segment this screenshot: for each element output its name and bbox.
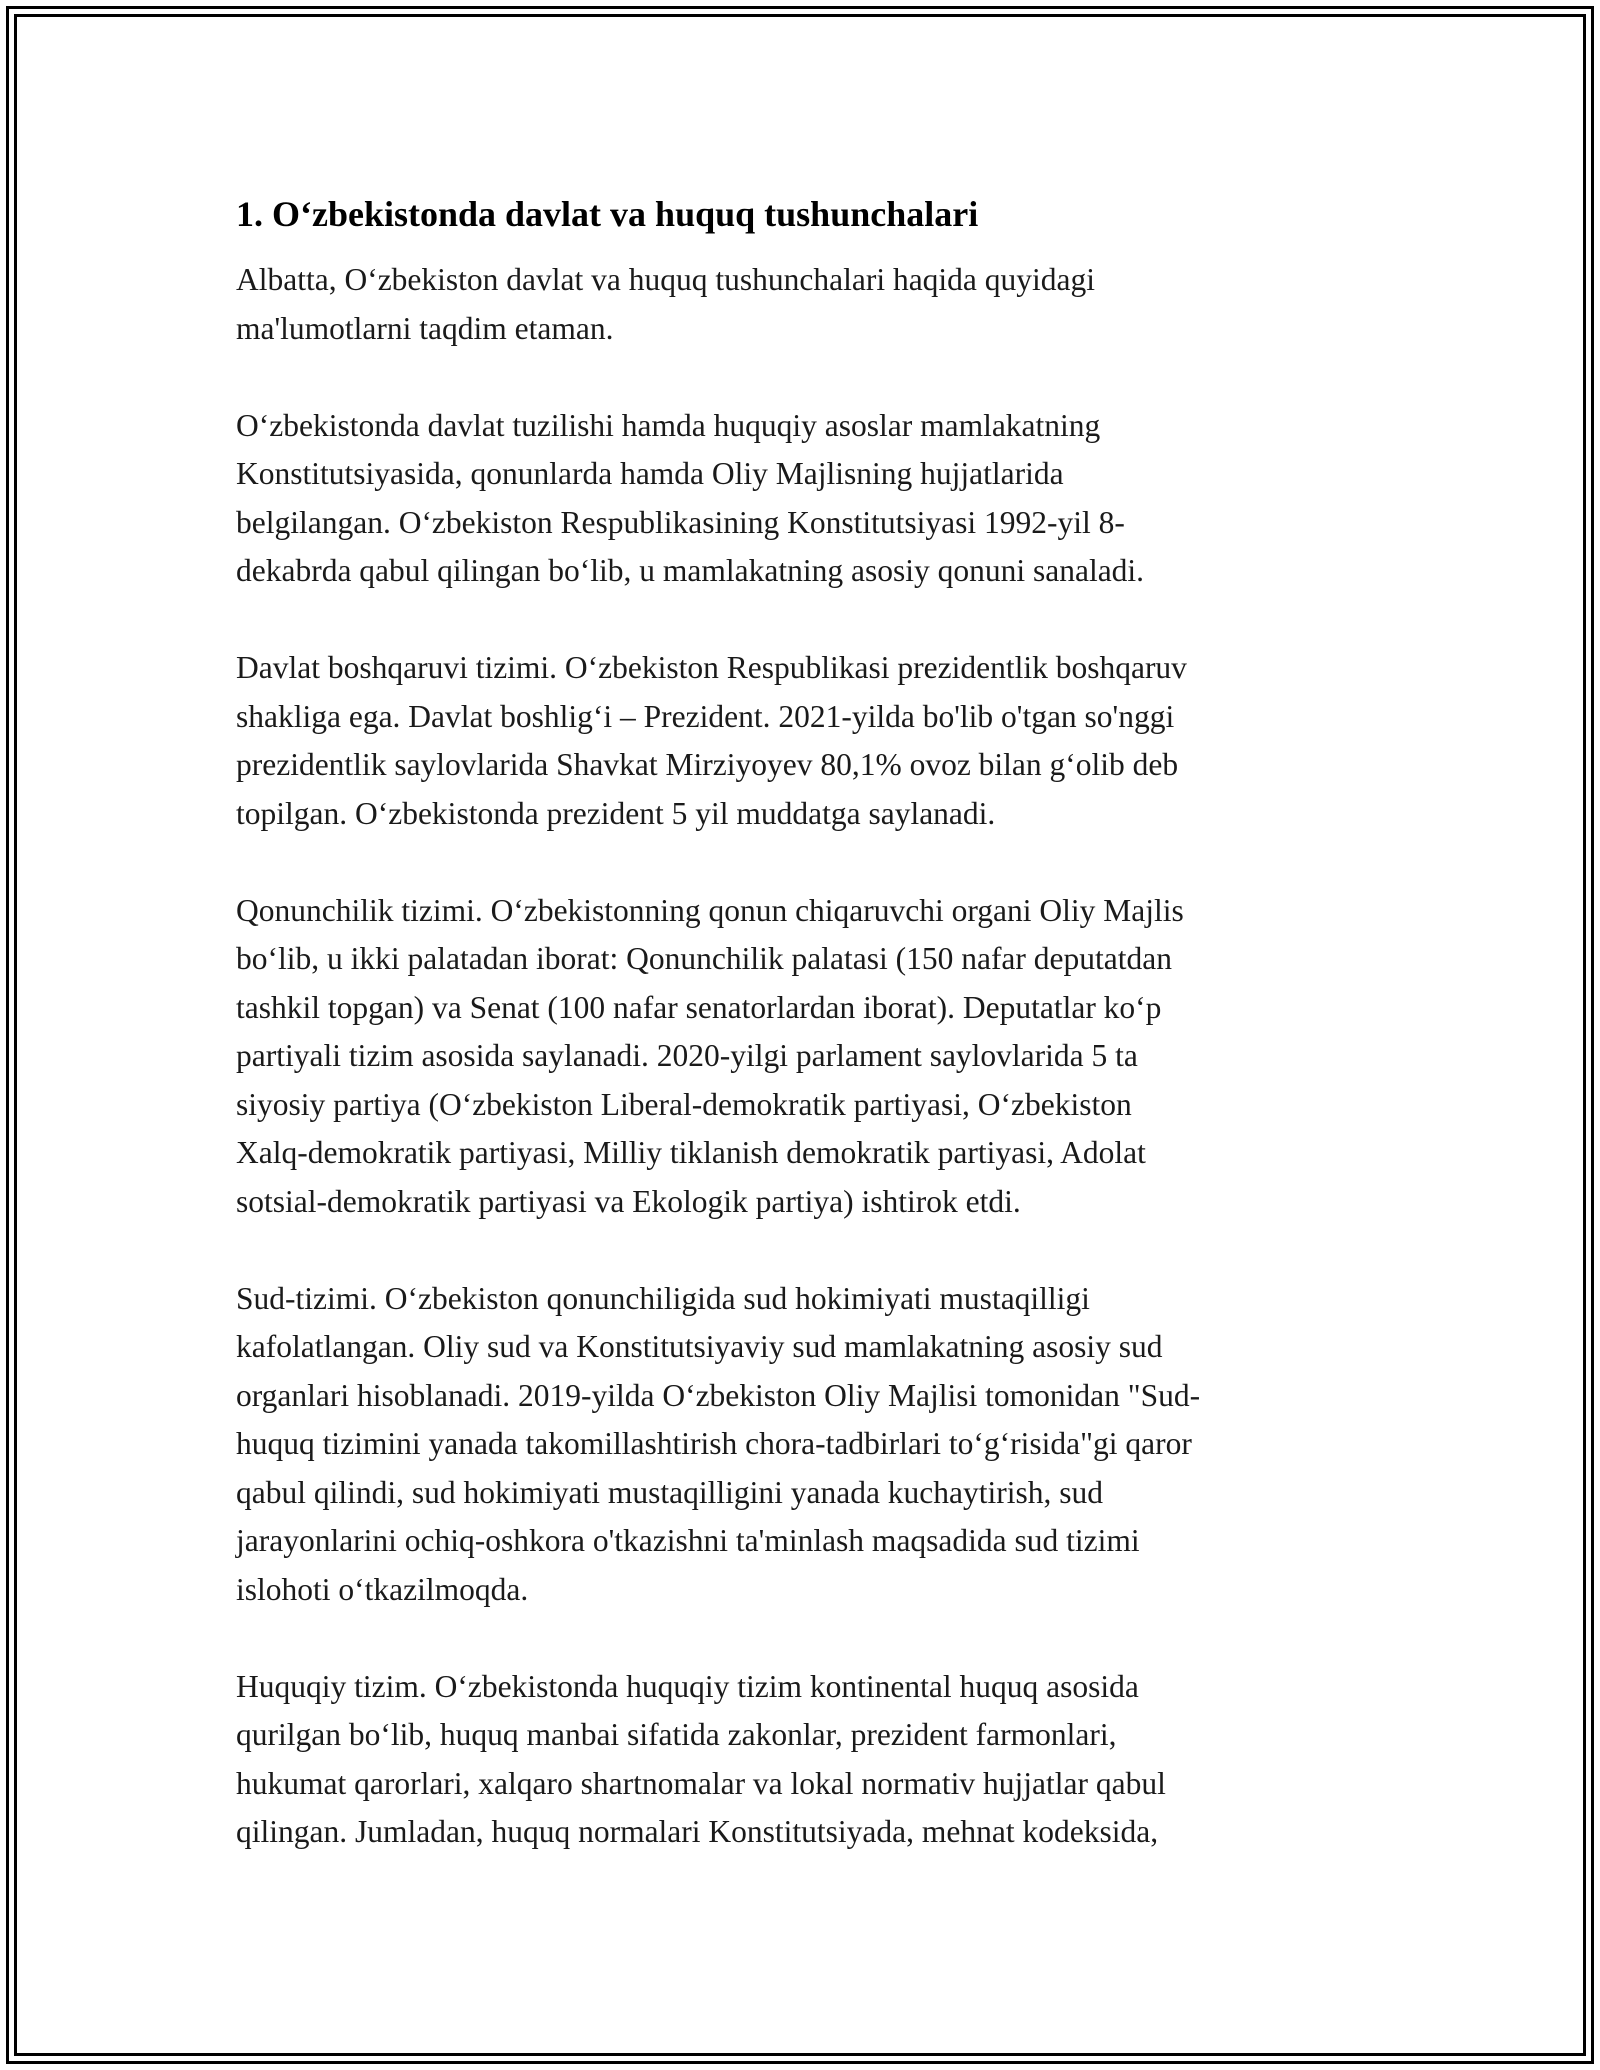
- paragraph: [236, 256, 1366, 353]
- text-line: huquq tizimini yanada takomillashtirish chora-tadbirlari to‘g‘risida"gi qaror: [236, 1426, 1192, 1461]
- section-heading: 1. O‘zbekistonda davlat va huquq tushunchalari: [236, 194, 979, 234]
- text-line: islohoti o‘tkazilmoqda.: [236, 1571, 529, 1607]
- text-line: Huquqiy tizim. O‘zbekistonda huquqiy tizim kontinental huquq asosida: [236, 1668, 1139, 1704]
- text-line: bo‘lib, u ikki palatadan iborat: Qonunchilik palatasi (150 nafar deputatdan: [236, 941, 1172, 976]
- text-line: hukumat qarorlari, xalqaro shartnomalar va lokal normativ hujjatlar qabul: [236, 1765, 1166, 1801]
- text-line: prezidentlik saylovlarida Shavkat Mirziyoyev 80,1% ovoz bilan g‘olib deb: [236, 747, 1179, 782]
- text-line: Xalq-demokratik partiyasi, Milliy tiklanish demokratik partiyasi, Adolat: [236, 1135, 1146, 1170]
- text-line: tashkil topgan) va Senat (100 nafar senatorlardan iborat). Deputatlar ko‘p: [236, 989, 1162, 1025]
- text-line: Konstitutsiyasida, qonunlarda hamda Oliy Majlisning hujjatlarida: [236, 456, 1064, 491]
- text-line: topilgan. O‘zbekistonda prezident 5 yil muddatga saylanadi.: [236, 795, 996, 831]
- document-body: [236, 190, 1366, 1905]
- text-line: Albatta, O‘zbekiston davlat va huquq tushunchalari haqida quyidagi: [236, 262, 1096, 297]
- paragraph: [236, 887, 1366, 1227]
- paragraph-list: [236, 256, 1366, 1857]
- text-line: belgilangan. O‘zbekiston Respublikasining Konstitutsiyasi 1992-yil 8-: [236, 504, 1125, 540]
- paragraph: [236, 1275, 1366, 1615]
- text-line: sotsial-demokratik partiyasi va Ekologik partiya) ishtirok etdi.: [236, 1183, 1021, 1219]
- text-line: qurilgan bo‘lib, huquq manbai sifatida zakonlar, prezident farmonlari,: [236, 1717, 1117, 1752]
- text-line: qilingan. Jumladan, huquq normalari Konstitutsiyada, mehnat kodeksida,: [236, 1814, 1159, 1849]
- text-line: kafolatlangan. Oliy sud va Konstitutsiyaviy sud mamlakatning asosiy sud: [236, 1329, 1163, 1364]
- text-line: jarayonlarini ochiq-oshkora o'tkazishni ta'minlash maqsadida sud tizimi: [236, 1523, 1140, 1558]
- text-line: organlari hisoblanadi. 2019-yilda O‘zbekiston Oliy Majlisi tomonidan "Sud-: [236, 1377, 1201, 1413]
- text-line: qabul qilindi, sud hokimiyati mustaqilligini yanada kuchaytirish, sud: [236, 1474, 1104, 1510]
- text-line: partiyali tizim asosida saylanadi. 2020-yilgi parlament saylovlarida 5 ta: [236, 1038, 1138, 1073]
- text-line: Sud-tizimi. O‘zbekiston qonunchiligida sud hokimiyati mustaqilligi: [236, 1280, 1090, 1316]
- text-line: shakliga ega. Davlat boshlig‘i – Prezident. 2021-yilda bo'lib o'tgan so'nggi: [236, 698, 1175, 734]
- paragraph: [236, 644, 1366, 838]
- text-line: ma'lumotlarni taqdim etaman.: [236, 310, 614, 346]
- paragraph: [236, 1663, 1366, 1857]
- text-line: siyosiy partiya (O‘zbekiston Liberal-demokratik partiyasi, O‘zbekiston: [236, 1086, 1132, 1122]
- text-line: Qonunchilik tizimi. O‘zbekistonning qonun chiqaruvchi organi Oliy Majlis: [236, 892, 1184, 928]
- text-line: O‘zbekistonda davlat tuzilishi hamda huquqiy asoslar mamlakatning: [236, 407, 1101, 443]
- paragraph: [236, 402, 1366, 596]
- text-line: Davlat boshqaruvi tizimi. O‘zbekiston Respublikasi prezidentlik boshqaruv: [236, 650, 1187, 685]
- text-line: dekabrda qabul qilingan bo‘lib, u mamlakatning asosiy qonuni sanaladi.: [236, 553, 1145, 588]
